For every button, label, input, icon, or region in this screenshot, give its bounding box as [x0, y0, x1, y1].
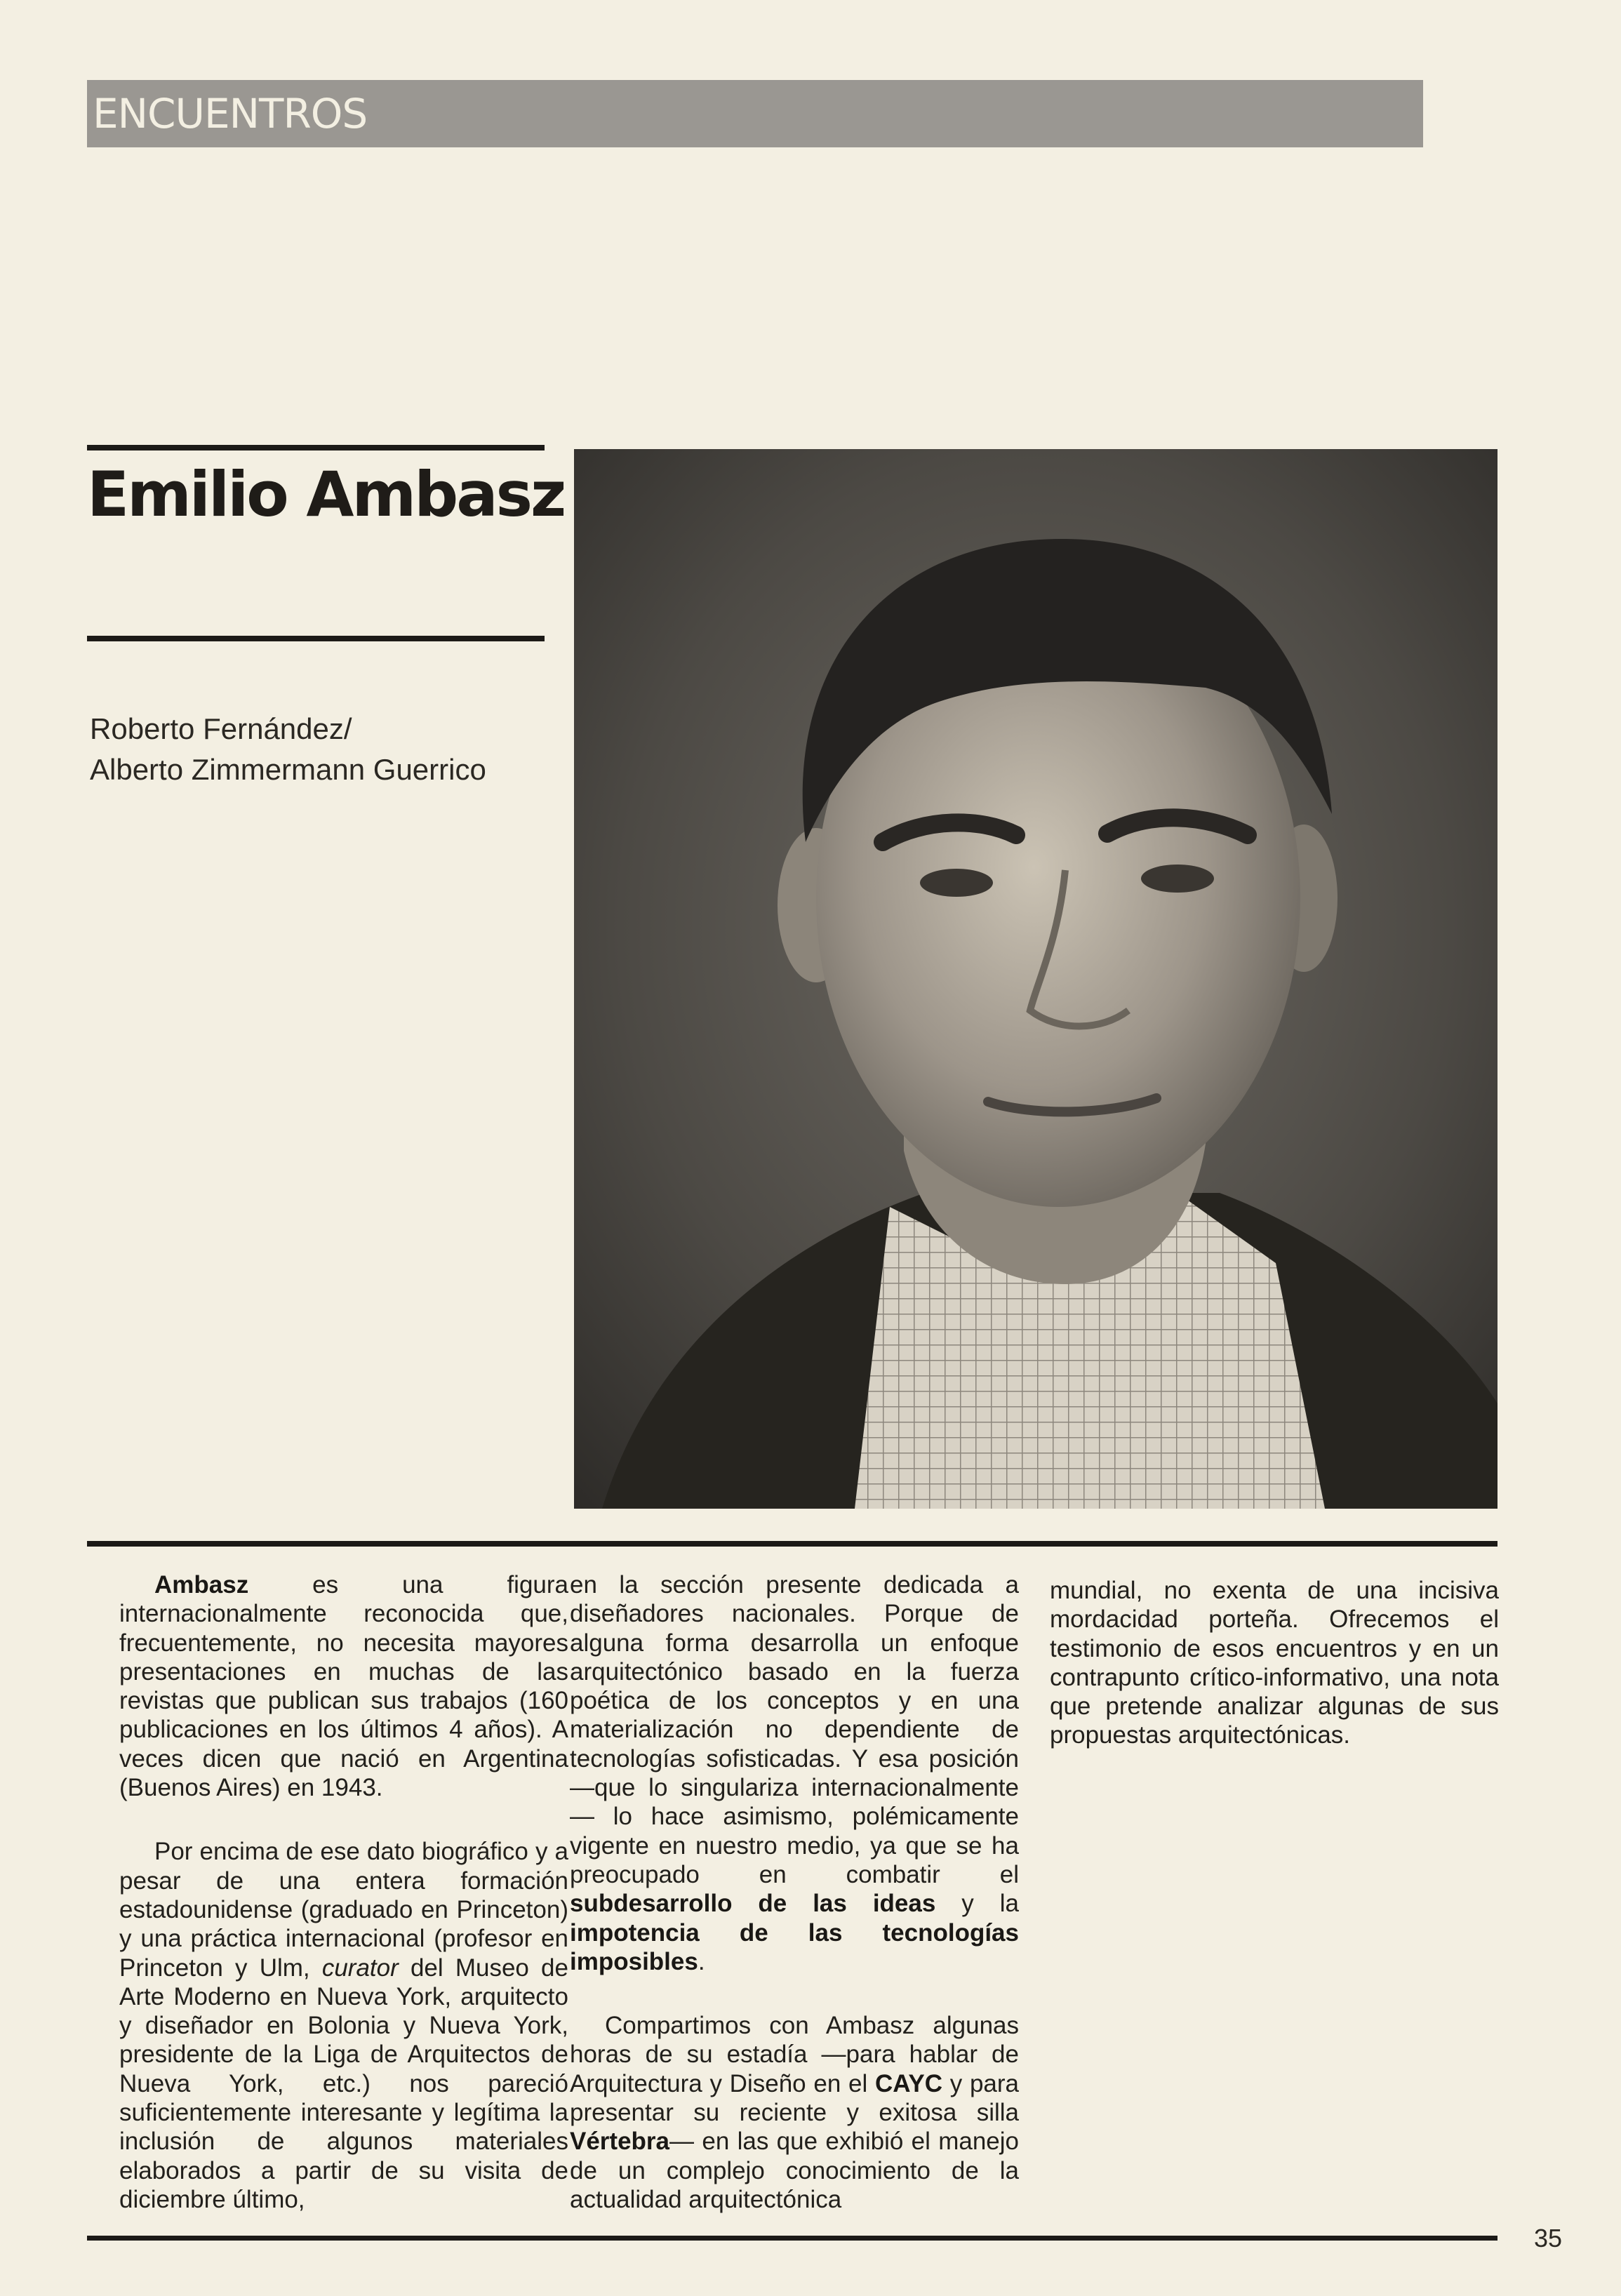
body-column-1	[119, 1570, 568, 2249]
section-header-bar	[87, 80, 1423, 147]
paragraph: en la sección presente dedicada a diseñadores nacionales. Porque de alguna forma desarrolla un enfoque arquitectónico basado en la fuerza poética de los conceptos y en una materialización no dependiente de tecnologías sofisticadas. Y esa posición —que lo singulariza internacionalmente— lo hace asimismo, polémicamente vigente en nuestro medio, ya que se ha preocupado en combatir el subdesarrollo de las ideas y la impotencia de las tecnologías imposibles.	[570, 1571, 1019, 1975]
lead-name: Ambasz	[154, 1571, 249, 1598]
footer-rule	[87, 2236, 1497, 2241]
paragraph: Ambasz es una figura internacionalmente reconocida que, frecuentemente, no necesita mayores presentaciones en muchas de las revistas que publican sus trabajos (160 publicaciones en los últimos 4 años). A veces dicen que nació en Argentina (Buenos Aires) en 1943.	[119, 1571, 568, 1802]
portrait-icon	[574, 449, 1497, 1509]
title-rule-top	[87, 445, 545, 450]
paragraph: Compartimos con Ambasz algunas horas de su estadía —para hablar de Arquitectura y Diseño en el CAYC y para presentar su reciente y exitosa silla Vértebra— en las que exhibió el manejo de un complejo conocimiento de la actualidad arquitectónica	[570, 2012, 1020, 2213]
body-column-2	[570, 1570, 1019, 2249]
body-rule-top	[87, 1541, 1497, 1547]
title-rule-bottom	[87, 636, 545, 641]
paragraph: Por encima de ese dato biográfico y a pesar de una entera formación estadounidense (graduado en Princeton) y una práctica internacional (profesor en Princeton y Ulm, curator del Museo de Arte Moderno en Nueva York, arquitecto y diseñador en Bolonia y Nueva York, presidente de la Liga de Arquitectos de Nueva York, etc.) nos pareció suficientemente interesante y legítima la inclusión de algunos materiales elaborados a partir de su visita de diciembre último,	[119, 1838, 568, 2213]
paragraph: mundial, no exenta de una incisiva mordacidad porteña. Ofrecemos el testimonio de esos encuentros y en un contrapunto crítico-informativo, una nota que pretende analizar algunas de sus propuestas arquitectónicas.	[1050, 1577, 1499, 1749]
portrait-photo	[574, 449, 1497, 1509]
page-number: 35	[1534, 2224, 1563, 2252]
author-line-1: Roberto Fernández/	[90, 712, 352, 745]
article-authors	[90, 709, 486, 790]
section-label: ENCUENTROS	[93, 90, 368, 138]
author-line-2: Alberto Zimmermann Guerrico	[90, 753, 486, 786]
body-column-3	[1050, 1576, 1499, 1785]
article-title: Emilio Ambasz	[87, 458, 565, 530]
